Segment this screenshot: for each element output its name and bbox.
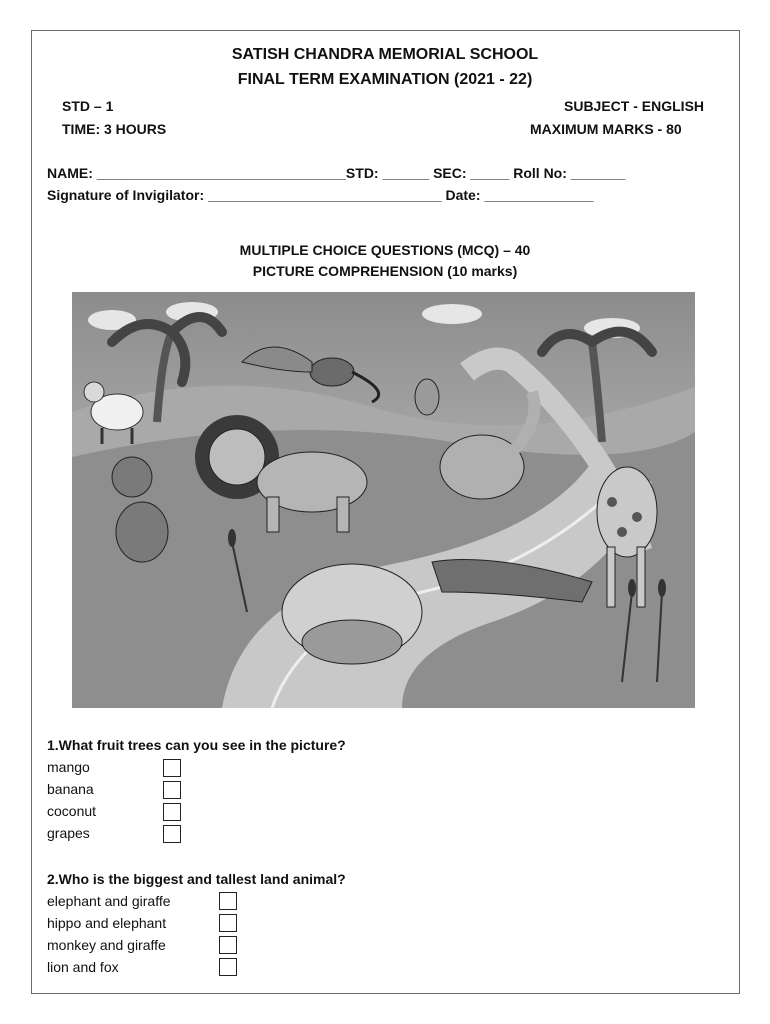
exam-title: FINAL TERM EXAMINATION (2021 - 22) bbox=[237, 71, 533, 88]
question-2-option-label: hippo and elephant bbox=[47, 915, 167, 931]
invigilator-signature-line: Signature of Invigilator: ______________________________ Date: ______________ bbox=[47, 187, 594, 203]
question-1-text: 1.What fruit trees can you see in the picture? bbox=[47, 737, 346, 753]
question-1-option-label: coconut bbox=[47, 803, 97, 819]
time-label: TIME: 3 HOURS bbox=[62, 121, 167, 137]
question-2-option-2-checkbox[interactable] bbox=[219, 914, 237, 932]
question-2-option-1-checkbox[interactable] bbox=[219, 892, 237, 910]
subject-label: SUBJECT - ENGLISH bbox=[564, 98, 705, 114]
school-name: SATISH CHANDRA MEMORIAL SCHOOL bbox=[231, 46, 539, 63]
question-1-option-label: grapes bbox=[47, 825, 90, 841]
question-1-option-label: mango bbox=[47, 759, 90, 775]
question-2-option-4-checkbox[interactable] bbox=[219, 958, 237, 976]
question-1-option-3-checkbox[interactable] bbox=[163, 803, 181, 821]
question-2-option-label: monkey and giraffe bbox=[47, 937, 166, 953]
section-picture-heading: PICTURE COMPREHENSION (10 marks) bbox=[252, 263, 518, 279]
jungle-animals-picture bbox=[72, 292, 695, 708]
std-label: STD – 1 bbox=[62, 98, 114, 114]
student-details-line: NAME: ________________________________STD: ______ SEC: _____ Roll No: _______ bbox=[47, 165, 626, 181]
section-mcq-heading: MULTIPLE CHOICE QUESTIONS (MCQ) – 40 bbox=[239, 242, 531, 258]
max-marks-label: MAXIMUM MARKS - 80 bbox=[530, 121, 682, 137]
question-1-option-2-checkbox[interactable] bbox=[163, 781, 181, 799]
question-1-option-1-checkbox[interactable] bbox=[163, 759, 181, 777]
question-1-option-4-checkbox[interactable] bbox=[163, 825, 181, 843]
question-2-option-label: elephant and giraffe bbox=[47, 893, 171, 909]
question-1-option-label: banana bbox=[47, 781, 94, 797]
question-2-option-3-checkbox[interactable] bbox=[219, 936, 237, 954]
question-2-option-label: lion and fox bbox=[47, 959, 119, 975]
question-2-text: 2.Who is the biggest and tallest land animal? bbox=[47, 871, 346, 887]
